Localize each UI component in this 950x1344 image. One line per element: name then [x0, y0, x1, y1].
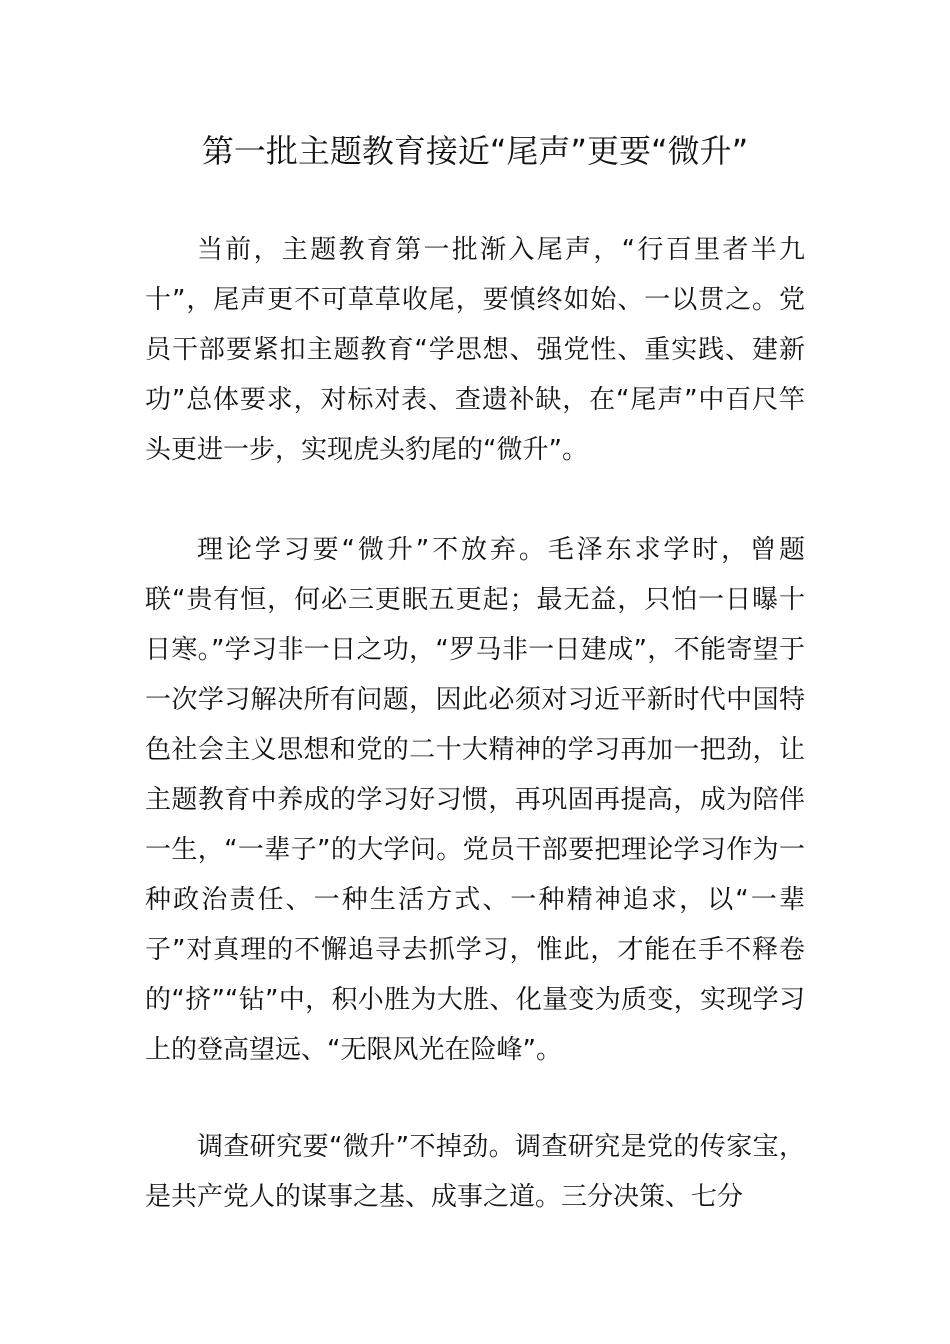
document-title: 第一批主题教育接近“尾声”更要“微升”: [201, 132, 749, 170]
paragraph-investigation: 调查研究要“微升”不掉劲。调查研究是党的传家宝，是共产党人的谋事之基、成事之道。三分决策、七分: [145, 1132, 805, 1212]
paragraph-theory-study: 理论学习要“微升”不放弃。毛泽东求学时，曾题联“贵有恒，何必三更眠五更起；最无益，只怕一日曝十日寒。”学习非一日之功，“罗马非一日建成”，不能寄望于一次学习解决所有问题，因此必须对习近平新时代中国特色社会主义思想和党的二十大精神的学习再加一把劲，让主题教育中养成的学习好习惯，再巩固再提高，成为陪伴一生，“一辈子”的大学问。党员干部要把理论学习作为一种政治责任、一种生活方式、一种精神追求，以“一辈子”对真理的不懈追寻去抓学习，惟此，才能在手不释卷的“挤”“钻”中，积小胜为大胜、化量变为质变，实现学习上的登高望远、“无限风光在险峰”。: [145, 535, 805, 1065]
paragraph-intro: 当前，主题教育第一批渐入尾声，“行百里者半九十”，尾声更不可草草收尾，要慎终如始、一以贯之。党员干部要紧扣主题教育“学思想、强党性、重实践、建新功”总体要求，对标对表、查遗补缺，在“尾声”中百尺竿头更进一步，实现虎头豹尾的“微升”。: [145, 235, 805, 465]
